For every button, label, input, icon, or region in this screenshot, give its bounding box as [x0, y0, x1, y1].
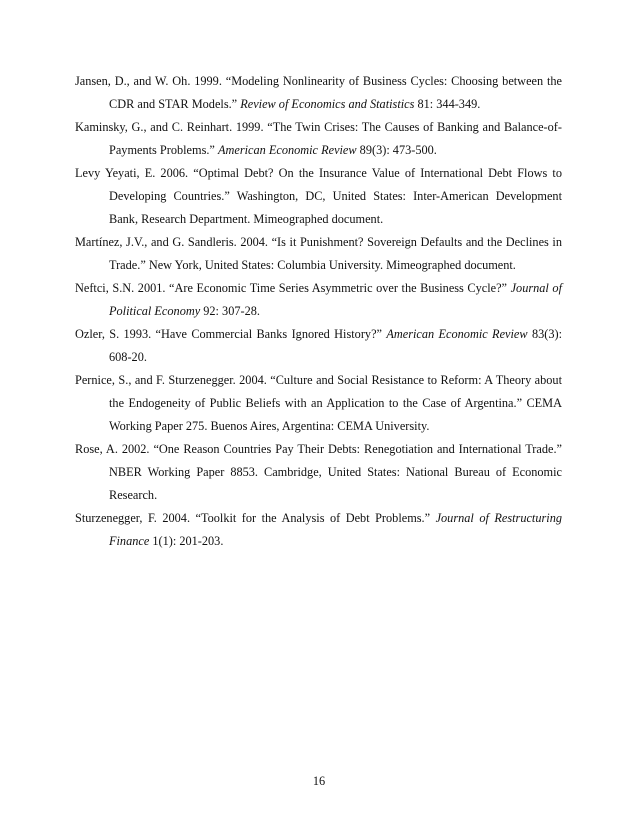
reference-entry-martinez: Martínez, J.V., and G. Sandleris. 2004. “Is it Punishment? Sovereign Defaults and the Declines in Trade.” New York, United States: Columbia University. Mimeographed document. — [75, 235, 562, 272]
reference-entry-sturzenegger: Sturzenegger, F. 2004. “Toolkit for the Analysis of Debt Problems.” Journal of Restructuring Finance 1(1): 201-203. — [75, 511, 562, 548]
reference-entry-jansen: Jansen, D., and W. Oh. 1999. “Modeling Nonlinearity of Business Cycles: Choosing between the CDR and STAR Models.” Review of Economics and Statistics 81: 344-349. — [75, 74, 562, 111]
reference-entry-levy-yeyati: Levy Yeyati, E. 2006. “Optimal Debt? On the Insurance Value of International Debt Flows to Developing Countries.” Washington, DC, United States: Inter-American Development Bank, Research Department. Mimeographed document. — [75, 166, 562, 226]
reference-entry-kaminsky: Kaminsky, G., and C. Reinhart. 1999. “The Twin Crises: The Causes of Banking and Balance-of-Payments Problems.” American Economic Review 89(3): 473-500. — [75, 120, 562, 157]
reference-entry-pernice: Pernice, S., and F. Sturzenegger. 2004. “Culture and Social Resistance to Reform: A Theory about the Endogeneity of Public Beliefs with an Application to the Case of Argentina.” CEMA Working Paper 275. Buenos Aires, Argentina: CEMA University. — [75, 373, 562, 433]
reference-entry-neftci: Neftci, S.N. 2001. “Are Economic Time Series Asymmetric over the Business Cycle?” Journal of Political Economy 92: 307-28. — [75, 281, 562, 318]
reference-entry-ozler: Ozler, S. 1993. “Have Commercial Banks Ignored History?” American Economic Review 83(3): 608-20. — [75, 327, 562, 364]
reference-entry-rose: Rose, A. 2002. “One Reason Countries Pay Their Debts: Renegotiation and International Trade.” NBER Working Paper 8853. Cambridge, United States: National Bureau of Economic Research. — [75, 442, 562, 502]
reference-list — [75, 70, 562, 553]
page-number: 16 — [312, 774, 326, 788]
